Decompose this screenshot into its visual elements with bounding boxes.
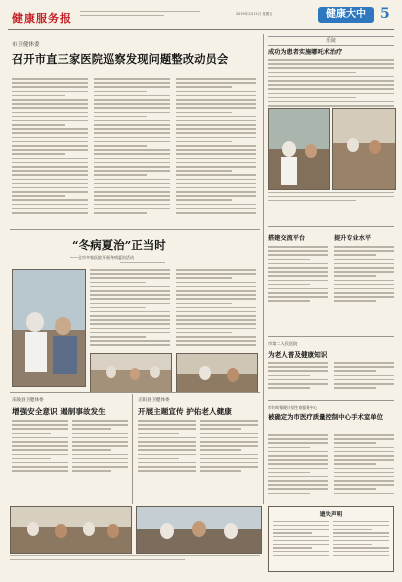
right-section-1 bbox=[268, 32, 394, 222]
right-kicker-4: 市妇幼保健计划生育服务中心 bbox=[268, 405, 318, 410]
bottom-left-article bbox=[10, 394, 130, 506]
right-divider-3 bbox=[268, 400, 394, 401]
bottom-left-kicker: 乐陵县卫健体委 bbox=[12, 398, 44, 403]
right-section-1-caption bbox=[268, 192, 394, 203]
main-article-headline: 召开市直三家医院巡察发现问题整改动员会 bbox=[12, 52, 229, 66]
right-headline-4: 被确定为市医疗质量控制中心手术室单位 bbox=[268, 413, 384, 421]
right-photo-1 bbox=[268, 108, 330, 190]
right-section-3 bbox=[268, 338, 394, 398]
right-headline-3: 为老人普及健康知识 bbox=[268, 351, 328, 359]
bottom-center-article bbox=[136, 394, 260, 506]
bottom-left-col-2 bbox=[72, 420, 128, 474]
right-kicker-3: 市第二人民医院 bbox=[268, 341, 298, 346]
masthead-meta bbox=[80, 11, 200, 19]
bottom-photo-right bbox=[136, 506, 262, 554]
right-section-4-col-2 bbox=[334, 434, 394, 497]
masthead-date: 2019年1月11日 星期五 bbox=[236, 12, 273, 16]
right-label: 乐陵 bbox=[325, 38, 336, 44]
right-section-1-text bbox=[268, 59, 394, 109]
main-article-col-3 bbox=[176, 78, 256, 226]
right-headline-2b: 提升专业水平 bbox=[334, 235, 372, 242]
right-photo-2 bbox=[332, 108, 396, 190]
center-text-col-2 bbox=[176, 269, 256, 353]
right-section-3-col-2 bbox=[334, 362, 394, 391]
vertical-divider-2 bbox=[132, 394, 133, 504]
bottom-left-headline: 增强安全意识 遏制事故发生 bbox=[12, 407, 106, 416]
right-photo-2-art bbox=[333, 109, 395, 189]
notice-box bbox=[268, 506, 394, 572]
center-photo-right-art bbox=[177, 354, 257, 392]
right-section-4 bbox=[268, 402, 394, 506]
main-article bbox=[10, 32, 260, 228]
section-title-box bbox=[318, 7, 374, 23]
right-section-2-col-2 bbox=[334, 246, 394, 305]
right-divider-2 bbox=[268, 336, 394, 337]
center-photo-left bbox=[12, 269, 86, 387]
center-subtitle: ——全市多家医院开展冬病夏治活动 bbox=[70, 255, 134, 260]
right-section-4-col-1 bbox=[268, 434, 328, 497]
notice-col-1 bbox=[273, 521, 329, 559]
main-article-col-2 bbox=[94, 78, 170, 226]
bottom-center-col-1 bbox=[138, 420, 196, 474]
right-headline-1: 成功为患者实施哪吒术治疗 bbox=[268, 49, 343, 56]
bottom-photo-right-art bbox=[137, 507, 261, 553]
right-photo-1-art bbox=[269, 109, 329, 189]
bottom-center-kicker: 正阳县卫健体委 bbox=[138, 398, 170, 403]
bottom-center-headline: 开展主题宣传 护佑老人健康 bbox=[138, 407, 232, 416]
bottom-photo-left bbox=[10, 506, 132, 554]
right-label-bar bbox=[268, 36, 394, 46]
center-photo-middle-art bbox=[91, 354, 171, 392]
masthead bbox=[0, 0, 402, 32]
right-section-2-col-1 bbox=[268, 246, 328, 305]
main-article-col-1 bbox=[12, 78, 88, 226]
main-article-kicker: 市卫健体委 bbox=[12, 42, 40, 48]
notice-col-2 bbox=[333, 521, 389, 559]
horizontal-divider-1 bbox=[10, 229, 260, 230]
center-byline bbox=[120, 262, 165, 266]
masthead-rule bbox=[8, 29, 394, 30]
right-section-2 bbox=[268, 228, 394, 338]
right-section-3-col-1 bbox=[268, 362, 328, 391]
section-title: 健康大中 bbox=[326, 9, 366, 20]
bottom-photo-left-art bbox=[11, 507, 131, 553]
bottom-captions bbox=[10, 555, 260, 563]
bottom-left-col-1 bbox=[12, 420, 68, 474]
right-headline-2a: 搭建交流平台 bbox=[268, 235, 306, 242]
page-number: 5 bbox=[380, 6, 390, 22]
horizontal-divider-2 bbox=[10, 392, 260, 393]
notice-title: 遗失声明 bbox=[319, 512, 343, 518]
center-photo-middle bbox=[90, 353, 172, 393]
center-photo-right bbox=[176, 353, 258, 393]
right-divider-1 bbox=[268, 226, 394, 227]
center-headline: “冬病夏治”正当时 bbox=[72, 238, 166, 252]
masthead-logo: 健康服务报 bbox=[12, 12, 72, 25]
center-photo-left-art bbox=[13, 270, 85, 386]
vertical-divider-1 bbox=[263, 34, 264, 504]
center-text-col-1 bbox=[90, 269, 170, 353]
bottom-center-col-2 bbox=[200, 420, 258, 474]
center-feature bbox=[10, 231, 260, 391]
